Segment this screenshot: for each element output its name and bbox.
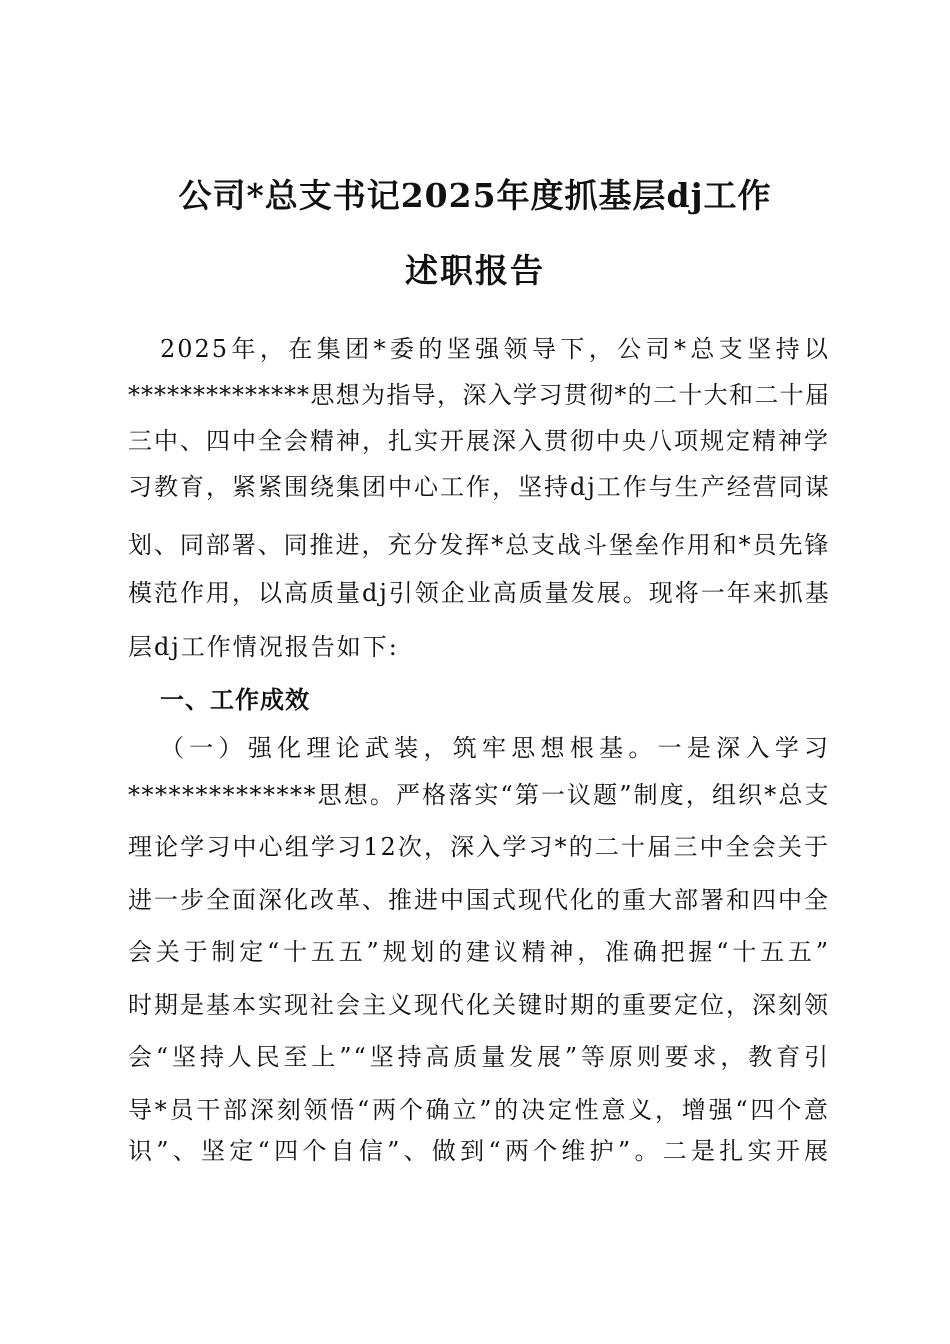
document-title-line-1: 公司*总支书记2025年度抓基层dj工作 — [178, 176, 772, 215]
section-paragraph-line: 时期是基本实现社会主义现代化关键时期的重要定位，深刻领 — [128, 991, 830, 1019]
intro-paragraph-line: 层dj工作情况报告如下: — [128, 633, 399, 661]
section-paragraph-line: （一）强化理论武装，筑牢思想根基。一是深入学习 — [160, 734, 830, 762]
intro-paragraph-line: 三中、四中全会精神，扎实开展深入贯彻中央八项规定精神学 — [128, 427, 830, 455]
document-title-line-2: 述职报告 — [405, 251, 545, 290]
intro-paragraph-line: 模范作用，以高质量dj引领企业高质量发展。现将一年来抓基 — [128, 579, 831, 607]
section-paragraph-line: 导*员干部深刻领悟“两个确立”的决定性意义，增强“四个意 — [128, 1096, 830, 1124]
intro-paragraph-line: 划、同部署、同推进，充分发挥*总支战斗堡垒作用和*员先锋 — [128, 531, 830, 559]
intro-paragraph-line: 2025年，在集团*委的坚强领导下，公司*总支坚持以 — [160, 335, 830, 363]
section-heading: 一、工作成效 — [160, 686, 310, 714]
section-paragraph-line: 识”、坚定“四个自信”、做到“两个维护”。二是扎实开展 — [128, 1137, 830, 1165]
section-paragraph-line: **************思想。严格落实“第一议题”制度，组织*总支 — [128, 781, 830, 809]
intro-paragraph-line: **************思想为指导，深入学习贯彻*的二十大和二十届 — [128, 381, 830, 409]
section-paragraph-line: 会关于制定“十五五”规划的建议精神，准确把握“十五五” — [128, 938, 830, 966]
section-paragraph-line: 会“坚持人民至上”“坚持高质量发展”等原则要求，教育引 — [128, 1043, 830, 1071]
section-paragraph-line: 理论学习中心组学习12次，深入学习*的二十届三中全会关于 — [128, 833, 830, 861]
intro-paragraph-line: 习教育，紧紧围绕集团中心工作，坚持dj工作与生产经营同谋 — [128, 473, 831, 501]
section-paragraph-line: 进一步全面深化改革、推进中国式现代化的重大部署和四中全 — [128, 886, 830, 914]
